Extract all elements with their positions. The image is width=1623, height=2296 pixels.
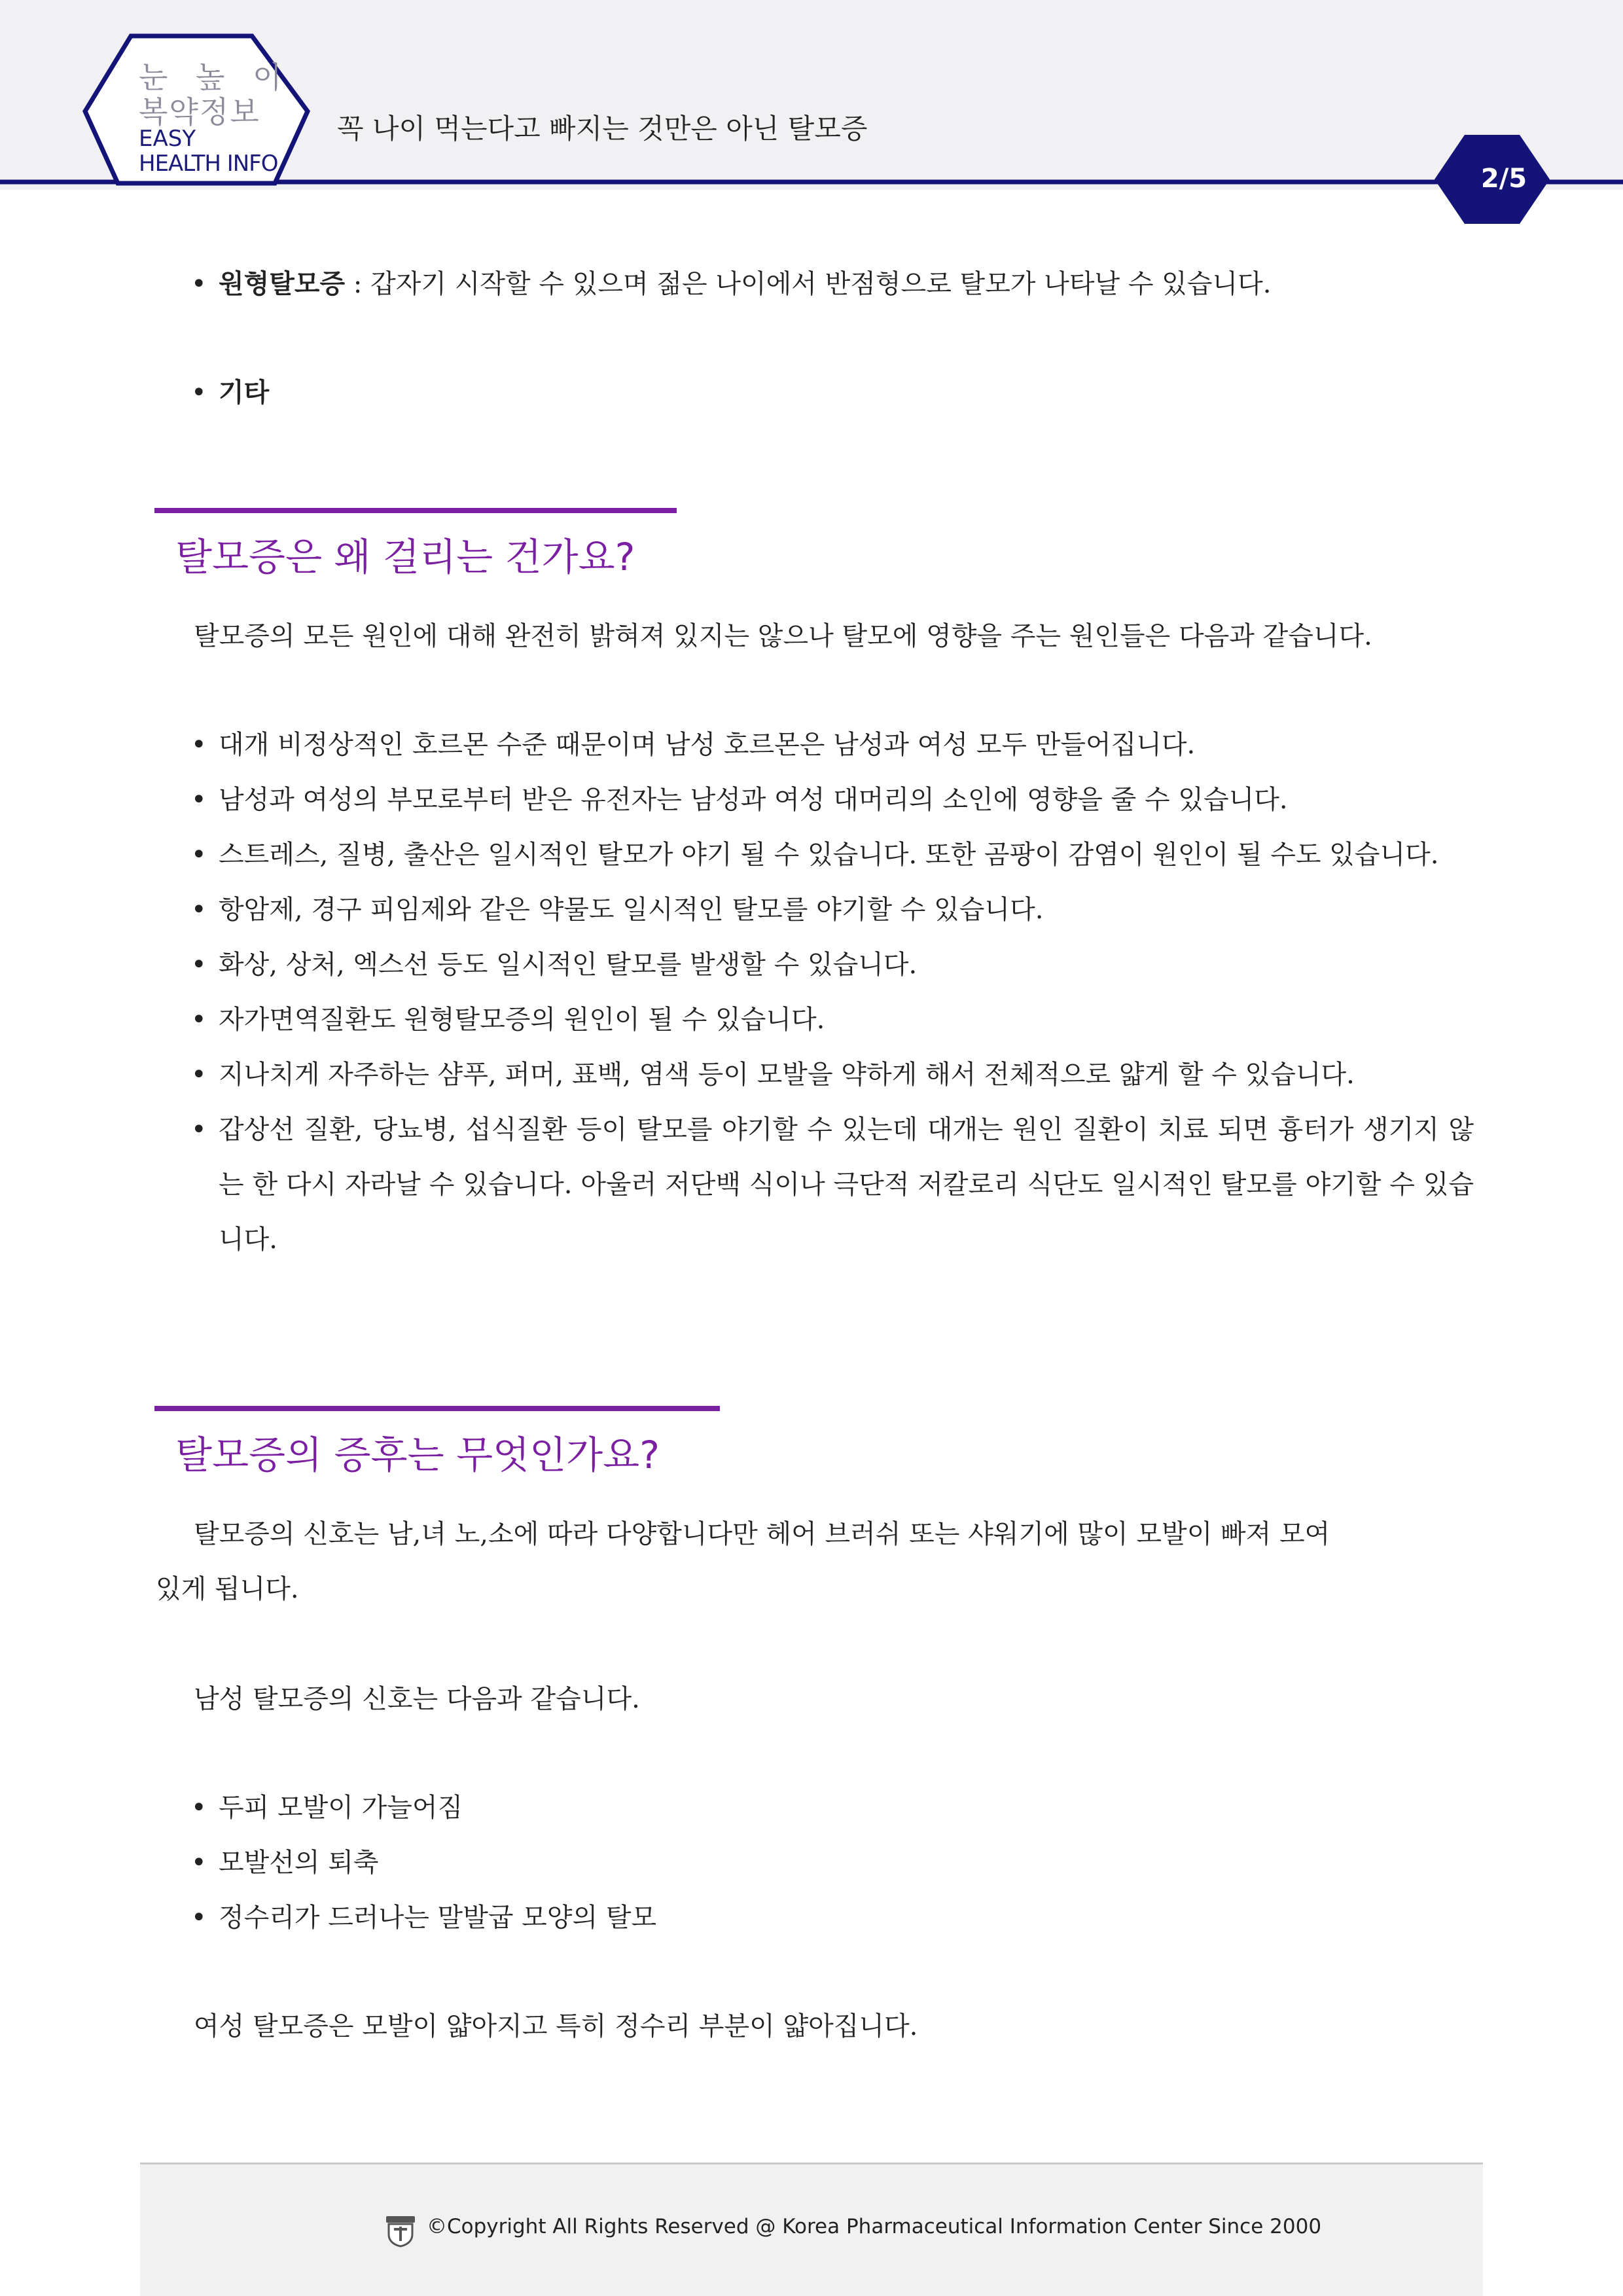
bullet-term: 원형탈모증: [219, 268, 346, 299]
section-title-symptoms: 탈모증의 증후는 무엇인가요?: [175, 1433, 660, 1477]
male-signs-intro: 남성 탈모증의 신호는 다음과 같습니다.: [194, 1684, 640, 1714]
logo-korean-line2: 복약정보: [139, 94, 260, 130]
bullet-dot: •: [191, 378, 207, 408]
list-item: • 스트레스, 질병, 출산은 일시적인 탈모가 야기 될 수 있습니다. 또한 곰팡이 감염이 원인이 될 수도 있습니다.: [191, 827, 1474, 882]
kpic-emblem-icon: [385, 2215, 416, 2248]
list-item: • 지나치게 자주하는 샴푸, 퍼머, 표백, 염색 등이 모발을 약하게 해서 전체적으로 얇게 할 수 있습니다.: [191, 1047, 1474, 1102]
section-intro: 탈모증의 모든 원인에 대해 완전히 밝혀져 있지는 않으나 탈모에 영향을 주는 원인들은 다음과 같습니다.: [194, 621, 1372, 651]
section-title-causes: 탈모증은 왜 걸리는 건가요?: [175, 535, 635, 579]
logo-korean-line1: 눈 높 이: [139, 60, 291, 95]
causes-list: [191, 717, 1474, 1267]
list-item: • 화상, 상처, 엑스선 등도 일시적인 탈모를 발생할 수 있습니다.: [191, 937, 1474, 992]
list-item: • 남성과 여성의 부모로부터 받은 유전자는 남성과 여성 대머리의 소인에 영향을 줄 수 있습니다.: [191, 772, 1474, 827]
female-signs-text: 여성 탈모증은 모발이 얇아지고 특히 정수리 부분이 얇아집니다.: [194, 2011, 918, 2041]
list-item: • 두피 모발이 가늘어짐: [191, 1780, 1474, 1835]
logo-english-line1: EASY: [139, 126, 196, 152]
page-number: 2/5: [1480, 164, 1527, 194]
symptoms-intro-line1: 탈모증의 신호는 남,녀 노,소에 따라 다양합니다만 헤어 브러쉬 또는 샤워기에 많이 모발이 빠져 모여: [194, 1519, 1330, 1549]
section-divider: [154, 1406, 720, 1411]
logo-english-line2: HEALTH INFO: [139, 151, 278, 177]
copyright-text: ©Copyright All Rights Reserved @ Korea Pharmaceutical Information Center Since 2000: [427, 2215, 1322, 2238]
list-item: • 대개 비정상적인 호르몬 수준 때문이며 남성 호르몬은 남성과 여성 모두 만들어집니다.: [191, 717, 1474, 772]
male-signs-list: [191, 1780, 1474, 1945]
list-item: • 모발선의 퇴축: [191, 1835, 1474, 1890]
symptoms-intro-line2: 있게 됩니다.: [156, 1574, 299, 1604]
bullet-term: 기타: [219, 377, 270, 408]
bullet-description: : 갑자기 시작할 수 있으며 젊은 나이에서 반점형으로 탈모가 나타날 수 있습니다.: [345, 269, 1272, 299]
list-item: • 항암제, 경구 피임제와 같은 약물도 일시적인 탈모를 야기할 수 있습니다.: [191, 882, 1474, 937]
bullet-dot: •: [191, 269, 207, 299]
list-item: • 자가면역질환도 원형탈모증의 원인이 될 수 있습니다.: [191, 992, 1474, 1047]
section-divider: [154, 508, 677, 513]
list-item: • 정수리가 드러나는 말발굽 모양의 탈모: [191, 1890, 1474, 1945]
list-item: • 갑상선 질환, 당뇨병, 섭식질환 등이 탈모를 야기할 수 있는데 대개는 원인 질환이 치료 되면 흉터가 생기지 않는 한 다시 자라날 수 있습니다. 아울러 저단백 식이나 극단적 저칼로리 식단도 일시적인 탈모를 야기할 수 있습니다.: [191, 1102, 1474, 1267]
document-title: 꼭 나이 먹는다고 빠지는 것만은 아닌 탈모증: [337, 113, 868, 145]
